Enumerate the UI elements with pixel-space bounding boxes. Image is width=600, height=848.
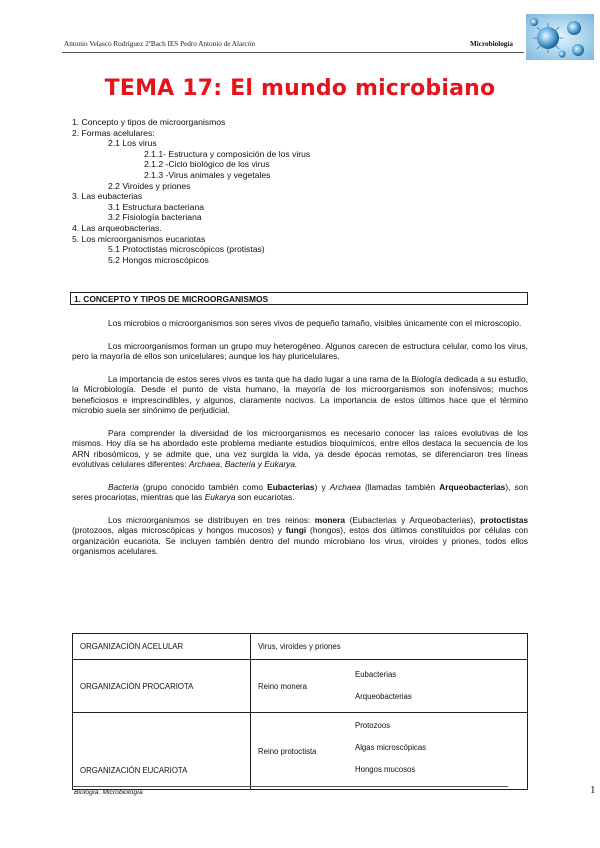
toc-item: 5. Los microorganismos eucariotas <box>72 233 206 244</box>
toc-item: 2.1.3 -Virus animales y vegetales <box>144 169 271 180</box>
section-heading: 1. CONCEPTO Y TIPOS DE MICROORGANISMOS <box>70 292 528 305</box>
header-microbe-image <box>526 14 594 60</box>
table-cell-item: Protozoos <box>355 721 391 730</box>
page-number: 1 <box>590 784 596 796</box>
page-title: TEMA 17: El mundo microbiano <box>104 76 496 101</box>
p6-text: (protozoos, algas microscópicas y hongos mucosos) y <box>72 525 282 535</box>
p6-text: Los microorganismos se distribuyen en tres reinos: <box>108 514 311 525</box>
table-cell-item: Algas microscópicas <box>355 743 427 752</box>
procariota-reino: Reino monera <box>251 660 349 713</box>
paragraph-6 <box>72 515 528 557</box>
paragraph-5 <box>72 482 528 503</box>
paragraph-4: Para comprender la diversidad de los microorganismos es necesario conocer las raíces evolutivas de los mismos. Hoy día se ha abordado este problema mediante estudios bioquímicos, entre ellos destaca la secuencia de los ARN ribosómicos, y se admite que, una vez surgida la vida, ya desde épocas remotas, se diferenciaron tres líneas evolutivas celulares diferentes: Archaea, Bacteria y Eukarya. <box>72 427 528 469</box>
procariota-label: ORGANIZACIÓN PROCARIOTA <box>73 660 251 713</box>
term-bacteria: Bacteria <box>224 459 256 469</box>
term-eukarya: Eukarya. <box>264 459 298 469</box>
term-archaea: Archaea <box>188 459 221 469</box>
p6-text: (Eubacterias y Arqueobacterias), <box>349 514 476 525</box>
toc-item: 2.1.2 -Ciclo biológico de los virus <box>144 159 270 170</box>
header-rule <box>62 52 524 53</box>
p5-text: ) y <box>314 481 326 492</box>
table-of-contents <box>72 117 310 265</box>
term-arqueobacterias: Arqueobacterias <box>439 481 506 492</box>
procariota-items <box>348 660 528 713</box>
p4-text: Para comprender la diversidad de los microorganismos es necesario conocer las raíces evolutivas de los mismos. Hoy día se ha abordado este problema mediante estudios bioquímicos, entre ellos destaca la secuencia de los ARN ribosómicos, y se admite que, una vez surgida la vida, ya desde épocas remotas, se diferenciaron tres líneas evolutivas celulares diferentes: <box>72 427 528 469</box>
toc-item: 5.2 Hongos microscópicos <box>108 254 209 265</box>
body-text <box>72 318 528 569</box>
toc-item: 3. Las eubacterias <box>72 191 143 202</box>
table-row <box>73 634 528 660</box>
toc-item: 1. Concepto y tipos de microorganismos <box>72 117 226 127</box>
term-monera: monera <box>314 514 346 525</box>
toc-item: 3.2 Fisiología bacteriana <box>108 212 202 223</box>
organization-table <box>72 633 528 790</box>
toc-item: 3.1 Estructura bacteriana <box>108 201 205 212</box>
table-cell-item: Arqueobacterias <box>355 692 412 701</box>
term-eukarya: Eukarya <box>204 492 236 502</box>
p5-text: (llamadas también <box>365 481 436 492</box>
term-bacteria: Bacteria <box>108 481 139 492</box>
table-cell-item: Hongos mucosos <box>355 765 416 774</box>
toc-item: 5.1 Protoctistas microscópicos (protistas) <box>108 244 265 255</box>
eucariota-reino: Reino protoctista <box>251 713 349 790</box>
eucariota-label: ORGANIZACIÓN EUCARIOTA <box>73 713 251 790</box>
p5-text: son eucariotas. <box>237 492 295 502</box>
table-cell-item: Eubacterias <box>355 670 397 679</box>
toc-item: 2.1.1- Estructura y composición de los virus <box>144 148 311 159</box>
term-archaea: Archaea <box>329 481 361 492</box>
toc-item: 2.2 Viroides y priones <box>108 180 191 191</box>
acelular-value: Virus, viroides y priones <box>251 634 528 660</box>
p6-text: (hongos), estos dos últimos constituidos por células con organización eucariota. Se incluyen también dentro del mundo microbiano los virus, viroides y priones, todos ellos organismos acelulares. <box>72 525 529 556</box>
paragraph-2: Los microorganismos forman un grupo muy heterogéneo. Algunos carecen de estructura celular, como los virus, pero la mayoría de ellos son unicelulares; aunque los hay pluricelulares. <box>72 340 528 361</box>
p5-text: ), son seres procariotas, mientras que las <box>72 481 529 502</box>
term-eubacterias: Eubacterias <box>267 481 315 492</box>
toc-item: 4. Las arqueobacterias. <box>72 222 162 233</box>
microbe-illustration-icon <box>526 14 594 60</box>
footer-label: Biología. Microbiología <box>74 789 143 796</box>
header-subject: Microbiología <box>470 40 513 48</box>
footer-rule <box>72 786 508 787</box>
eucariota-items <box>348 713 528 790</box>
toc-item: 2.1 Los virus <box>108 138 157 149</box>
paragraph-3: La importancia de estos seres vivos es tanta que ha dado lugar a una rama de la Biología dedicada a su estudio, la Microbiología. Desde el punto de vista humano, la mayoría de los microorganismos son inofensivos; muchos beneficiosos e imprescindibles, y algunos, claramente nocivos. La importancia de estos últimos hace que el término microbio suela ser sinónimo de perjudicial. <box>72 373 528 415</box>
toc-item: 2. Formas acelulares: <box>72 127 155 138</box>
conj-y: y <box>257 459 262 469</box>
p5-text: (grupo conocido también como <box>142 481 264 492</box>
header-author: Antonio Velasco Rodríguez 2ºBach IES Pedro Antonio de Alarcón <box>64 40 255 48</box>
term-fungi: fungi <box>285 525 307 535</box>
paragraph-1: Los microbios o microorganismos son seres vivos de pequeño tamaño, visibles únicamente con el microscopio. <box>108 318 522 328</box>
table-row <box>73 713 528 790</box>
acelular-label: ORGANIZACIÓN ACELULAR <box>73 634 251 660</box>
term-protoctistas: protoctistas <box>480 514 529 525</box>
table-row <box>73 660 528 713</box>
